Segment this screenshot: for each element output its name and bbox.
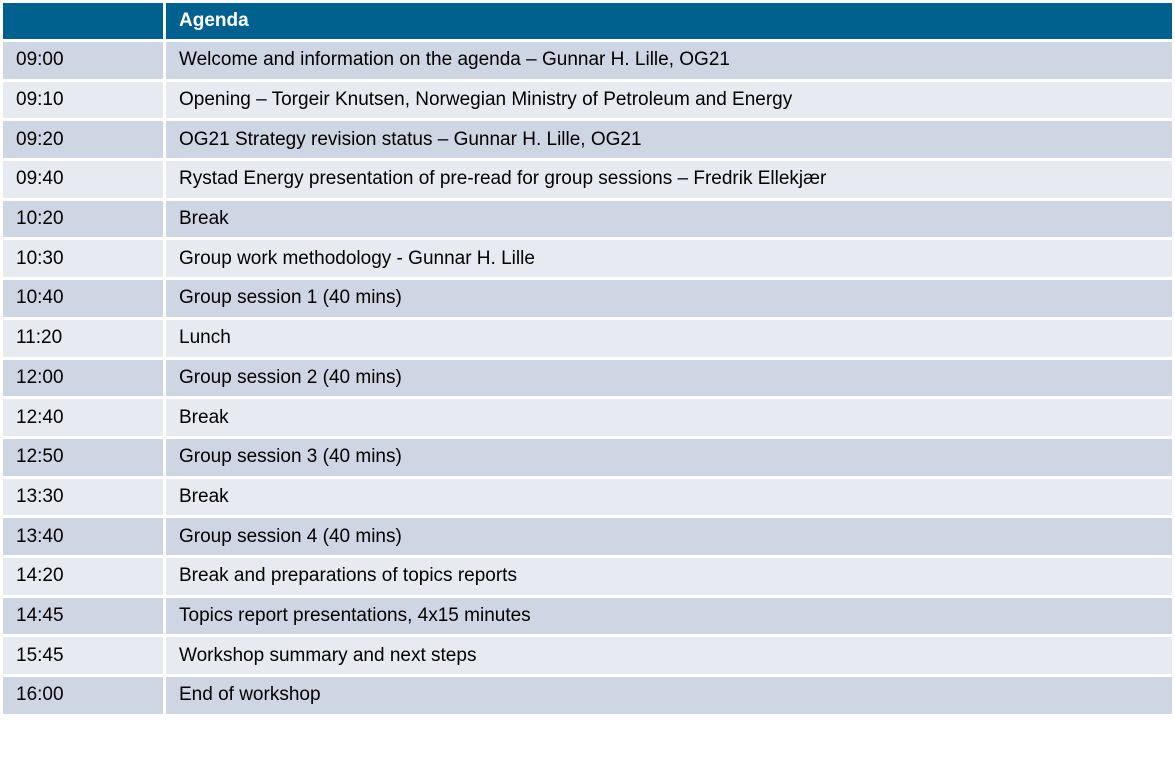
item-cell: Lunch	[166, 320, 1172, 357]
item-cell: Break	[166, 399, 1172, 436]
agenda-table-body	[3, 42, 1172, 714]
item-cell: End of workshop	[166, 677, 1172, 714]
time-cell: 13:40	[3, 518, 163, 555]
item-cell: Welcome and information on the agenda – Gunnar H. Lille, OG21	[166, 42, 1172, 79]
header-agenda-cell: Agenda	[166, 3, 1172, 39]
table-row	[3, 598, 1172, 635]
time-cell: 10:20	[3, 201, 163, 238]
header-row	[3, 3, 1172, 39]
time-cell: 14:45	[3, 598, 163, 635]
time-cell: 14:20	[3, 558, 163, 595]
table-row	[3, 558, 1172, 595]
item-cell: Topics report presentations, 4x15 minutes	[166, 598, 1172, 635]
table-row	[3, 637, 1172, 674]
time-cell: 09:20	[3, 121, 163, 158]
item-cell: Group session 4 (40 mins)	[166, 518, 1172, 555]
item-cell: OG21 Strategy revision status – Gunnar H. Lille, OG21	[166, 121, 1172, 158]
table-row	[3, 320, 1172, 357]
item-cell: Break	[166, 479, 1172, 516]
table-row	[3, 280, 1172, 317]
time-cell: 10:30	[3, 240, 163, 277]
item-cell: Workshop summary and next steps	[166, 637, 1172, 674]
item-cell: Group session 1 (40 mins)	[166, 280, 1172, 317]
item-cell: Group session 3 (40 mins)	[166, 439, 1172, 476]
time-cell: 09:40	[3, 161, 163, 198]
time-cell: 12:00	[3, 360, 163, 397]
time-cell: 09:10	[3, 82, 163, 119]
table-row	[3, 121, 1172, 158]
item-cell: Group session 2 (40 mins)	[166, 360, 1172, 397]
header-time-cell	[3, 3, 163, 39]
table-row	[3, 399, 1172, 436]
table-row	[3, 201, 1172, 238]
table-row	[3, 360, 1172, 397]
item-cell: Rystad Energy presentation of pre-read for group sessions – Fredrik Ellekjær	[166, 161, 1172, 198]
table-row	[3, 479, 1172, 516]
agenda-table-header	[3, 3, 1172, 39]
item-cell: Break and preparations of topics reports	[166, 558, 1172, 595]
time-cell: 15:45	[3, 637, 163, 674]
item-cell: Opening – Torgeir Knutsen, Norwegian Ministry of Petroleum and Energy	[166, 82, 1172, 119]
table-row	[3, 677, 1172, 714]
time-cell: 16:00	[3, 677, 163, 714]
time-cell: 12:50	[3, 439, 163, 476]
table-row	[3, 240, 1172, 277]
time-cell: 13:30	[3, 479, 163, 516]
time-cell: 10:40	[3, 280, 163, 317]
table-row	[3, 161, 1172, 198]
time-cell: 11:20	[3, 320, 163, 357]
table-row	[3, 42, 1172, 79]
table-row	[3, 518, 1172, 555]
time-cell: 09:00	[3, 42, 163, 79]
item-cell: Group work methodology - Gunnar H. Lille	[166, 240, 1172, 277]
table-row	[3, 82, 1172, 119]
time-cell: 12:40	[3, 399, 163, 436]
table-row	[3, 439, 1172, 476]
item-cell: Break	[166, 201, 1172, 238]
